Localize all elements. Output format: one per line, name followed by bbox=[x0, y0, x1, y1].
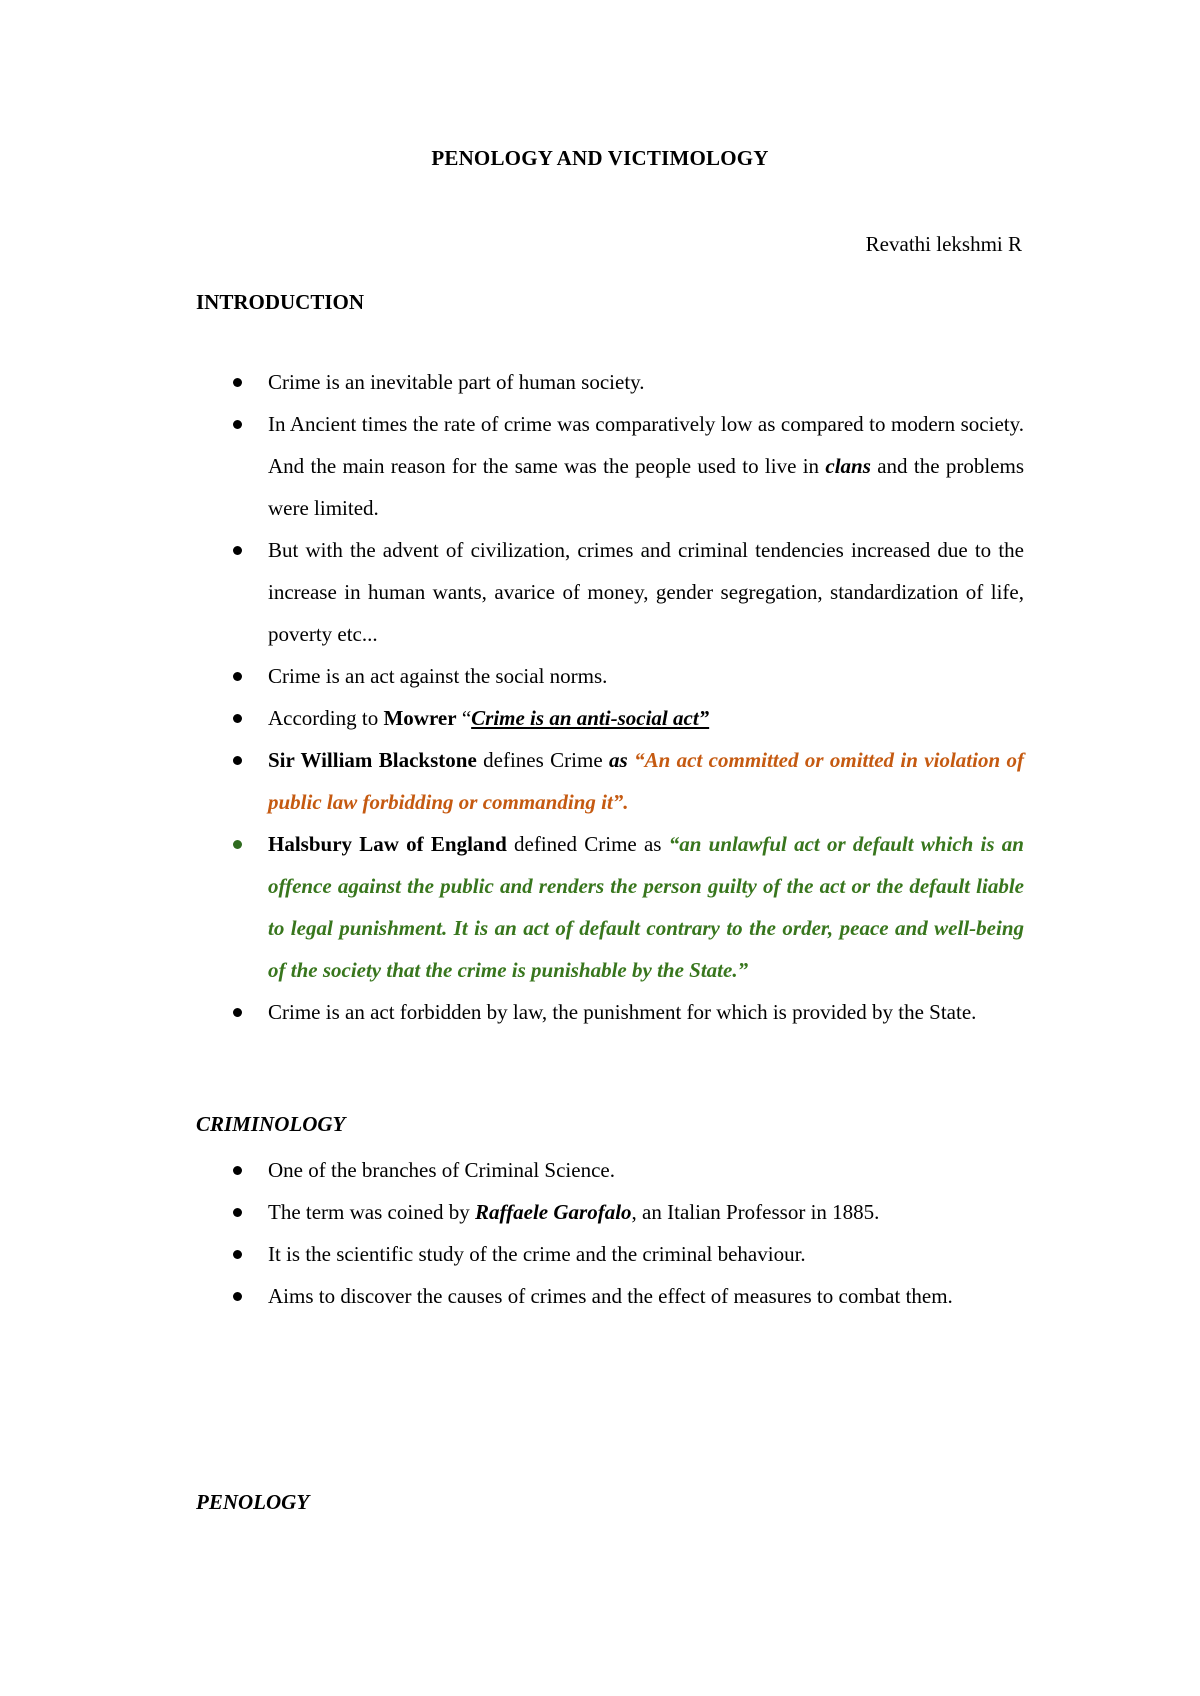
list-item: In Ancient times the rate of crime was comparatively low as compared to modern society. And the main reason for the same was the people used to live in clans and the problems were limited. bbox=[196, 403, 1024, 529]
bullet-icon bbox=[233, 1166, 242, 1175]
list-item: According to Mowrer “Crime is an anti-social act” bbox=[196, 697, 1024, 739]
author-name: Revathi lekshmi R bbox=[865, 232, 1022, 256]
author-blackstone: Sir William Blackstone bbox=[268, 748, 477, 772]
bullet-icon bbox=[233, 672, 242, 681]
bullet-icon bbox=[233, 546, 242, 555]
quote-mowrer: Crime is an anti-social act” bbox=[471, 706, 710, 730]
list-item: It is the scientific study of the crime and the criminal behaviour. bbox=[196, 1233, 1024, 1275]
bullet-icon bbox=[233, 714, 242, 723]
list-item: The term was coined by Raffaele Garofalo, an Italian Professor in 1885. bbox=[196, 1191, 1024, 1233]
emphasis-clans: clans bbox=[825, 454, 871, 478]
section-heading-penology: PENOLOGY bbox=[196, 1490, 310, 1514]
list-item: Halsbury Law of England defined Crime as “an unlawful act or default which is an offence against the public and renders the person guilty of the act or the default liable to legal punishment. It is an act of default contrary to the order, peace and well-being of the society that the crime is punishable by the State.” bbox=[196, 823, 1024, 991]
introduction-list bbox=[196, 361, 1024, 1033]
quote-halsbury: “an unlawful act or default which is an offence against the public and renders the person guilty of the act or the default liable to legal punishment. It is an act of default contrary to the order, peace and well-being of the society that the crime is punishable by the State.” bbox=[268, 832, 1024, 982]
list-item: Aims to discover the causes of crimes and the effect of measures to combat them. bbox=[196, 1275, 1024, 1317]
bullet-icon bbox=[233, 378, 242, 387]
bullet-icon bbox=[233, 1208, 242, 1217]
list-item: One of the branches of Criminal Science. bbox=[196, 1149, 1024, 1191]
name-garofalo: Raffaele Garofalo bbox=[475, 1200, 632, 1224]
bullet-icon bbox=[233, 756, 242, 765]
author-halsbury: Halsbury Law of England bbox=[268, 832, 507, 856]
bullet-icon bbox=[233, 420, 242, 429]
criminology-list bbox=[196, 1149, 1024, 1317]
list-item: Crime is an act against the social norms. bbox=[196, 655, 1024, 697]
bullet-icon bbox=[233, 1250, 242, 1259]
author-mowrer: Mowrer bbox=[383, 706, 457, 730]
bullet-icon bbox=[233, 1008, 242, 1017]
list-item: Crime is an inevitable part of human society. bbox=[196, 361, 1024, 403]
section-heading-introduction: INTRODUCTION bbox=[196, 290, 365, 314]
quote-blackstone: “An act committed or omitted in violation of public law forbidding or commanding it”. bbox=[268, 748, 1024, 814]
list-item: But with the advent of civilization, crimes and criminal tendencies increased due to the increase in human wants, avarice of money, gender segregation, standardization of life, poverty etc... bbox=[196, 529, 1024, 655]
section-heading-criminology: CRIMINOLOGY bbox=[196, 1112, 346, 1136]
bullet-icon bbox=[233, 840, 242, 849]
document-title: PENOLOGY AND VICTIMOLOGY bbox=[431, 146, 769, 170]
bullet-icon bbox=[233, 1292, 242, 1301]
list-item: Crime is an act forbidden by law, the punishment for which is provided by the State. bbox=[196, 991, 1024, 1033]
list-item: Sir William Blackstone defines Crime as “An act committed or omitted in violation of public law forbidding or commanding it”. bbox=[196, 739, 1024, 823]
